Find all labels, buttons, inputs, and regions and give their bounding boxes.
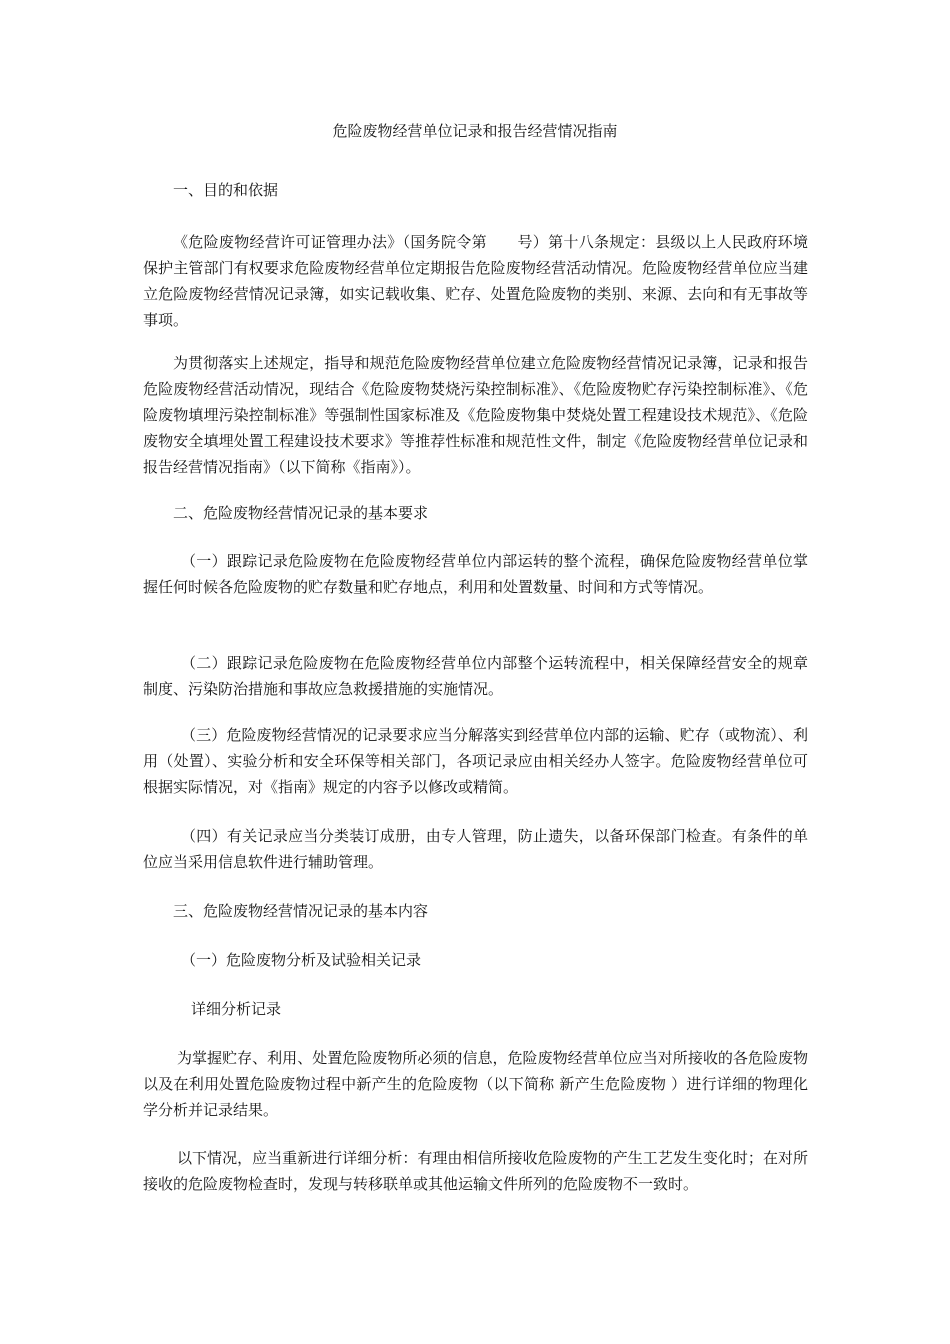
paragraph-detailed-analysis: 为掌握贮存、利用、处置危险废物所必须的信息，危险废物经营单位应当对所接收的各危险废物以及在利用处置危险废物过程中新产生的危险废物（以下简称 新产生危险废物 ）进行详细的物理化学分析并记录结果。	[143, 1049, 808, 1119]
paragraph-reanalysis-conditions: 以下情况，应当重新进行详细分析：有理由相信所接收危险废物的产生工艺发生变化时；在对所接收的危险废物检查时，发现与转移联单或其他运输文件所列的危险废物不一致时。	[143, 1149, 808, 1193]
paragraph-legal-basis: 《危险废物经营许可证管理办法》（国务院令第 号）第十八条规定：县级以上人民政府环境保护主管部门有权要求危险废物经营单位定期报告危险废物经营活动情况。危险废物经营单位应当建立危险废物经营情况记录簿，如实记载收集、贮存、处置危险废物的类别、来源、去向和有无事故等事项。	[143, 233, 808, 329]
paragraph-requirement-4: （四）有关记录应当分类装订成册，由专人管理，防止遗失，以备环保部门检查。有条件的单位应当采用信息软件进行辅助管理。	[143, 827, 808, 871]
paragraph-requirement-1: （一）跟踪记录危险废物在危险废物经营单位内部运转的整个流程，确保危险废物经营单位掌握任何时候各危险废物的贮存数量和贮存地点，利用和处置数量、时间和方式等情况。	[143, 552, 808, 596]
section-heading-purpose: 一、目的和依据	[173, 181, 279, 199]
subsection-heading-analysis-records: （一）危险废物分析及试验相关记录	[181, 951, 422, 969]
document-title: 危险废物经营单位记录和报告经营情况指南	[332, 122, 618, 140]
paragraph-requirement-2: （二）跟踪记录危险废物在危险废物经营单位内部整个运转流程中，相关保障经营安全的规章制度、污染防治措施和事故应急救援措施的实施情况。	[143, 654, 808, 698]
section-heading-basic-requirements: 二、危险废物经营情况记录的基本要求	[173, 504, 429, 522]
section-heading-basic-content: 三、危险废物经营情况记录的基本内容	[173, 902, 429, 920]
sub-item-heading-detailed-analysis: 详细分析记录	[191, 1000, 282, 1018]
paragraph-requirement-3: （三）危险废物经营情况的记录要求应当分解落实到经营单位内部的运输、贮存（或物流）、利用（处置）、实验分析和安全环保等相关部门，各项记录应由相关经办人签字。危险废物经营单位可根据实际情况，对《指南》规定的内容予以修改或精简。	[143, 726, 808, 796]
paragraph-implementation: 为贯彻落实上述规定，指导和规范危险废物经营单位建立危险废物经营情况记录簿，记录和报告危险废物经营活动情况，现结合《危险废物焚烧污染控制标准》、《危险废物贮存污染控制标准》、《危险废物填埋污染控制标准》等强制性国家标准及《危险废物集中焚烧处置工程建设技术规范》、《危险废物安全填埋处置工程建设技术要求》等推荐性标准和规范性文件，制定《危险废物经营单位记录和报告经营情况指南》（以下简称《指南》）。	[143, 354, 808, 476]
